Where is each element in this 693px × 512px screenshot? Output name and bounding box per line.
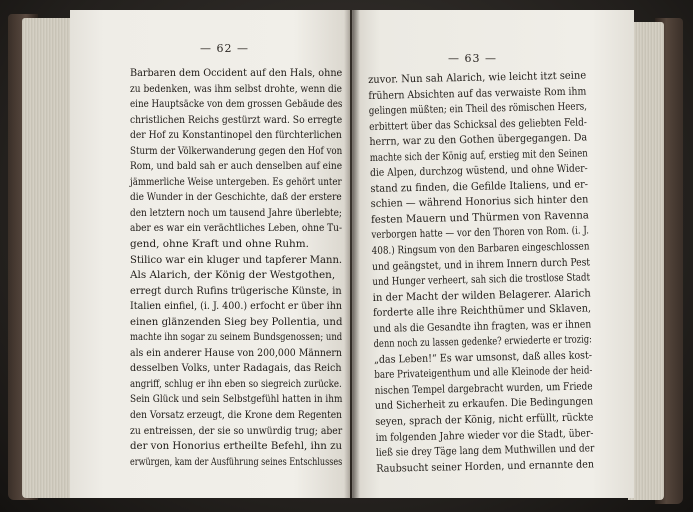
text-line: Stilico war ein kluger und tapferer Mann.: [130, 253, 343, 266]
text-line: der Hof zu Konstantinopel den fürchterlichen: [130, 129, 342, 142]
book-gutter: [344, 10, 360, 498]
page-number-left: — 62 —: [200, 42, 249, 55]
text-line: im folgenden Jahre wieder vor die Stadt, über-: [375, 426, 594, 444]
text-line: angriff, schlug er ihn eben so siegreich zurücke.: [130, 377, 342, 390]
text-line: stand zu finden, die Gefilde Italiens, und er-: [370, 178, 589, 195]
text-line: und Sicherheit zu erkaufen. Die Bedingungen: [374, 395, 594, 413]
text-line: seyen, sprach der König, nicht erfüllt, rückte: [375, 411, 594, 428]
text-line: verborgen hatte — vor den Thoren von Rom. (i. J.: [371, 224, 590, 242]
text-line: aber es war ein verächtliches Leben, ohne Tu-: [130, 222, 343, 235]
text-line: erwürgen, kam der Ausführung seines Entschlusses: [130, 455, 343, 468]
text-line: machte ihn sogar zu seinem Bundsgenossen; und: [130, 331, 343, 344]
text-line: Sturm der Völkerwanderung gegen den Hof von: [130, 144, 343, 157]
text-line: Als Alarich, der König der Westgothen,: [130, 269, 336, 282]
text-line: frühern Absichten auf das verwaiste Rom ihm: [368, 84, 587, 102]
text-line: christlichen Reichs gestürzt ward. So erregte: [130, 113, 343, 126]
text-line: die Alpen, durchzog wüstend, und ohne Wider-: [369, 162, 588, 180]
text-line: und als die Gesandte ihn fragten, was er ihnen: [373, 318, 592, 335]
text-line: zuvor. Nun sah Alarich, wie leicht itzt seine: [368, 69, 587, 86]
text-line: ließ sie drey Täge lang dem Muthwillen und der: [375, 442, 595, 460]
text-line: einen glänzenden Sieg bey Pollentia, und: [130, 315, 343, 328]
text-line: als ein anderer Hause von 200,000 Männern: [130, 346, 342, 359]
text-line: erregt durch Rufins trügerische Künste, in: [130, 284, 342, 297]
text-line: eine Hauptsäcke von dem grossen Gebäude des: [130, 98, 343, 111]
text-line: machte sich der König auf, erstieg mit den Seinen: [369, 147, 588, 164]
text-line: Raubsucht seiner Horden, und ernannte den: [376, 458, 595, 475]
text-line: herrn, war zu den Gothen übergegangen. Da: [369, 131, 588, 149]
right-page-text: [368, 68, 594, 477]
text-line: Italien einfiel, (i. J. 400.) erfocht er über ihn: [130, 300, 342, 313]
text-line: Barbaren dem Occident auf den Hals, ohne: [130, 67, 343, 79]
text-line: Sein Glück und sein Selbstgefühl hatten in ihm: [130, 393, 343, 406]
text-line: gend, ohne Kraft und ohne Ruhm.: [130, 238, 309, 251]
text-line: gelingen müßten; ein Theil des römischen Heers,: [368, 100, 588, 118]
text-line: den Vorsatz erzeugt, die Krone dem Regenten: [130, 409, 342, 422]
text-line: nischen Tempel dargebracht wurden, um Friede: [374, 380, 593, 397]
text-line: die Wunder in der Geschichte, daß der erstere: [130, 191, 342, 204]
text-line: jämmerliche Weise untergeben. Es gehört unter: [130, 175, 342, 188]
text-line: zu bedenken, was ihm selbst drohte, wenn die: [130, 82, 343, 95]
text-line: zu entreissen, der sie so unwürdig trug; aber: [130, 424, 343, 437]
text-line: bare Privateigenthum und alle Kleinode der heid-: [374, 364, 593, 382]
text-line: erbittert über das Schicksal des geliebten Feld-: [368, 116, 588, 133]
text-line: in der Macht der wilden Belagerer. Alarich: [372, 287, 591, 304]
text-line: schien — während Honorius sich hinter den: [370, 193, 589, 211]
page-number-right: — 63 —: [448, 52, 497, 65]
text-line: „das Leben!“ Es war umsonst, daß alles kost-: [373, 349, 593, 366]
text-line: forderte alle ihre Reichthümer und Sklaven,: [372, 302, 592, 320]
text-line: und Hunger verheert, sah sich die trostlose Stadt: [372, 271, 591, 289]
text-line: festen Mauern und Thürmen von Ravenna: [370, 209, 590, 226]
text-line: denn noch zu lassen gedenke? erwiederte er trozig:: [373, 333, 593, 351]
text-line: den letztern noch um tausend Jahre überlebte;: [130, 206, 342, 219]
left-page-text: [130, 66, 342, 470]
text-line: 408.) Ringsum von den Barbaren eingeschlossen: [371, 240, 590, 257]
text-line: desselben Volks, unter Radagais, das Reich: [130, 362, 342, 375]
text-line: Rom, und bald sah er auch denselben auf eine: [130, 160, 343, 173]
text-line: der von Honorius ertheilte Befehl, ihn zu: [130, 440, 343, 453]
text-line: und geängstet, und in ihrem Innern durch Pest: [371, 255, 591, 273]
